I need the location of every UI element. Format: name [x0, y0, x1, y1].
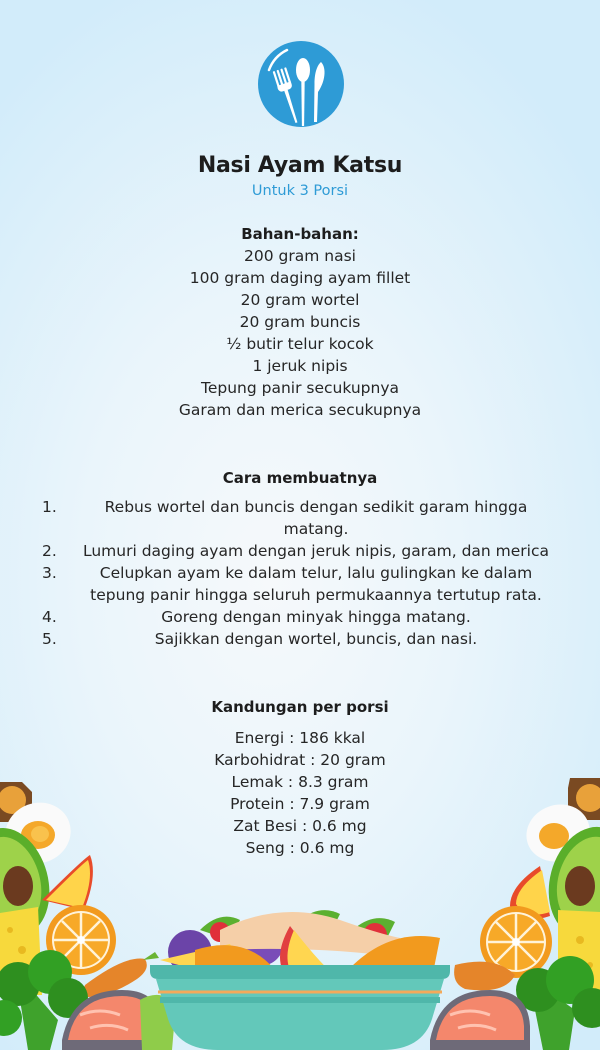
- step-text: Celupkan ayam ke dalam telur, lalu gulingkan ke dalam tepung panir hingga seluruh permukaannya tertutup rata.: [90, 564, 542, 604]
- step-text: Sajikkan dengan wortel, buncis, dan nasi.: [154, 630, 478, 648]
- step-text: Goreng dengan minyak hingga matang.: [161, 608, 471, 626]
- step-number: 5.: [42, 630, 57, 648]
- step-item: [42, 562, 562, 606]
- recipe-title: Nasi Ayam Katsu: [197, 153, 403, 178]
- step-number: 1.: [42, 498, 57, 516]
- ingredient-item: Garam dan merica secukupnya: [178, 401, 422, 419]
- step-item: [42, 540, 562, 562]
- ingredient-item: 20 gram wortel: [240, 291, 360, 309]
- nutrition-item: Protein : 7.9 gram: [230, 795, 370, 813]
- nutrition-item: Zat Besi : 0.6 mg: [233, 817, 367, 835]
- step-number: 4.: [42, 608, 57, 626]
- steps-list: [42, 496, 562, 650]
- ingredient-item: 20 gram buncis: [239, 313, 361, 331]
- ingredient-item: 100 gram daging ayam fillet: [189, 269, 411, 287]
- steps-heading: Cara membuatnya: [222, 469, 378, 487]
- apple-slice-icon: [42, 855, 93, 910]
- food-cluster-right: [430, 770, 600, 1050]
- nutrition-item: Seng : 0.6 mg: [245, 839, 355, 857]
- nutrition-item: Energi : 186 kkal: [234, 729, 366, 747]
- nutrition-item: Karbohidrat : 20 gram: [214, 751, 386, 769]
- step-text: Lumuri daging ayam dengan jeruk nipis, garam, dan merica: [83, 542, 549, 560]
- step-item: [42, 628, 562, 650]
- fruit-salad-bowl-icon: [150, 890, 450, 1050]
- fork-spoon-knife-icon: [257, 40, 345, 128]
- ingredient-item: 200 gram nasi: [244, 247, 356, 265]
- salmon-steak-icon: [430, 990, 530, 1050]
- nutrition-heading: Kandungan per porsi: [211, 698, 389, 716]
- ingredient-item: ½ butir telur kocok: [226, 335, 374, 353]
- nutrition-item: Lemak : 8.3 gram: [231, 773, 369, 791]
- ingredients-list: [0, 245, 600, 421]
- step-item: [42, 606, 562, 628]
- servings-label: Untuk 3 Porsi: [251, 183, 349, 199]
- step-text: Rebus wortel dan buncis dengan sedikit garam hingga matang.: [104, 498, 528, 538]
- ingredient-item: Tepung panir secukupnya: [200, 379, 399, 397]
- ingredients-heading: Bahan-bahan:: [241, 225, 359, 243]
- ingredient-item: 1 jeruk nipis: [252, 357, 348, 375]
- step-item: [42, 496, 562, 540]
- step-number: 3.: [42, 564, 57, 582]
- step-number: 2.: [42, 542, 57, 560]
